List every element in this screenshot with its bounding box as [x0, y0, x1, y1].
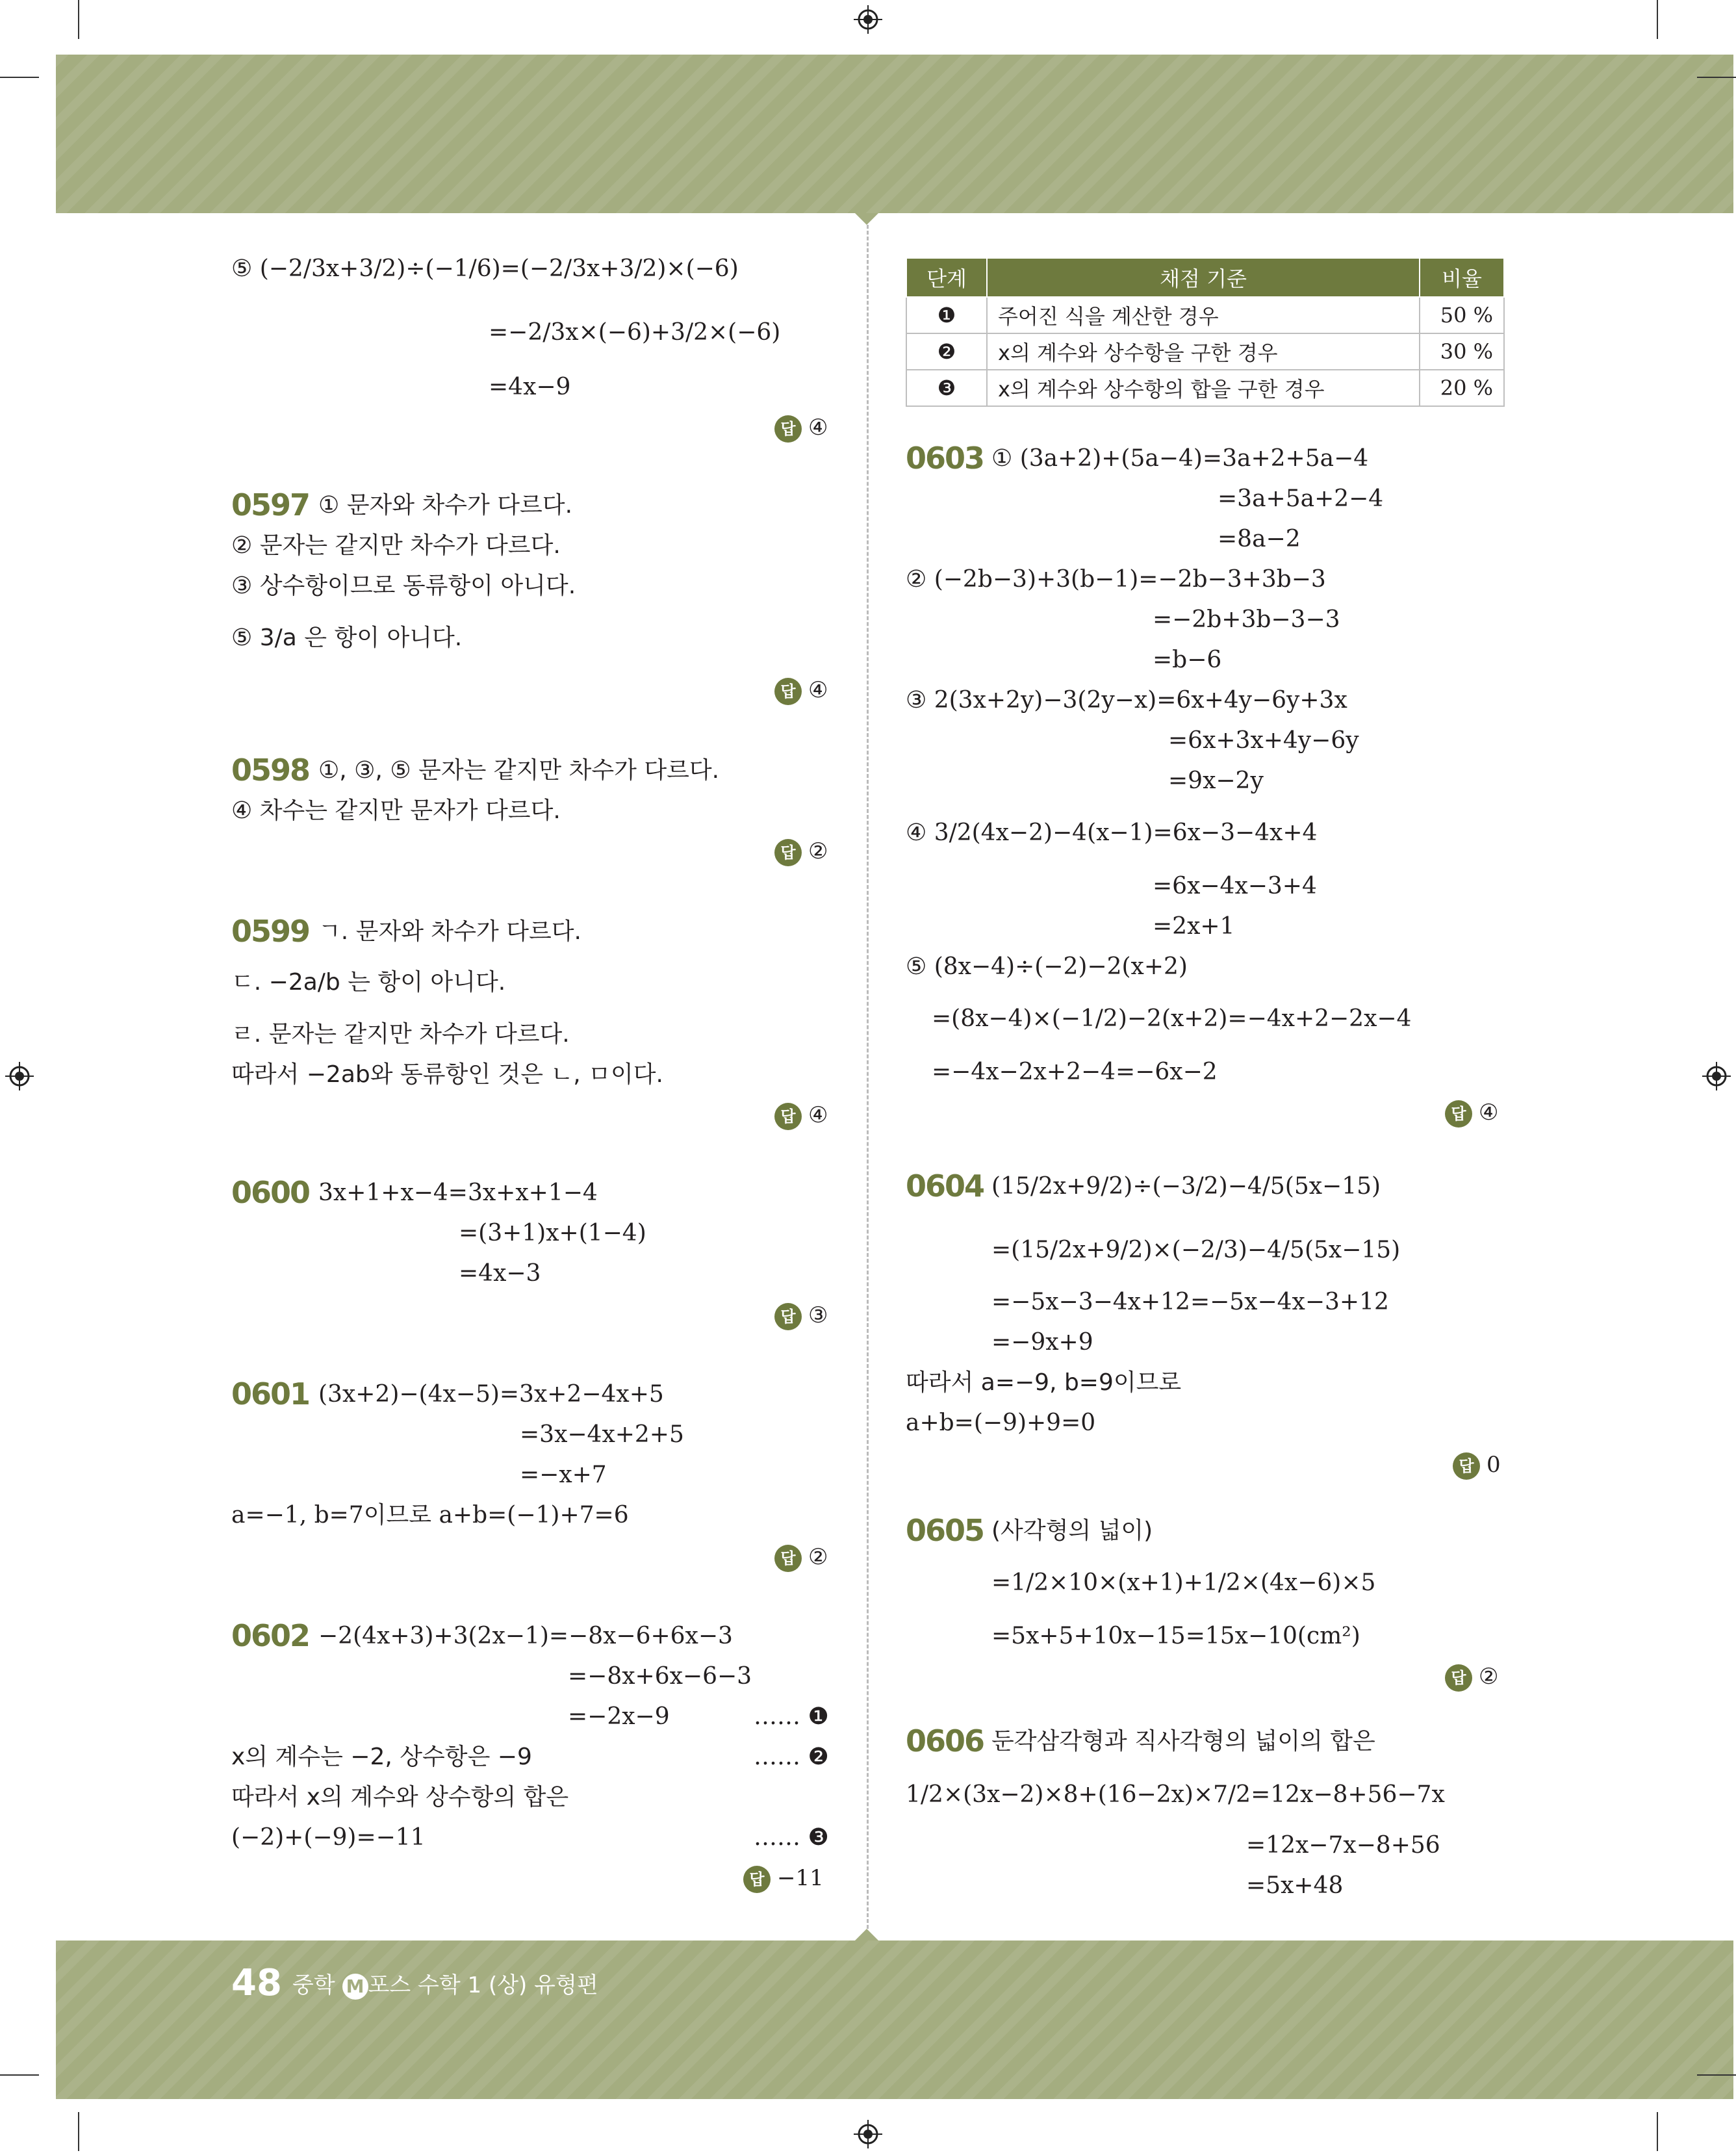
answer: [1445, 1098, 1498, 1128]
solution-line: =−x+7: [520, 1462, 607, 1488]
book-title: [292, 1969, 598, 2002]
book-title-prefix: 중학: [292, 1972, 335, 1998]
answer: [774, 1301, 828, 1330]
solution-line: 3x+1+x−4=3x+x+1−4: [318, 1180, 598, 1206]
answer-badge: 답: [1453, 1452, 1480, 1480]
solution-line: =9x−2y: [1168, 767, 1264, 794]
table-row: [906, 297, 1504, 333]
solution-line: =−2x−9: [568, 1703, 670, 1730]
solution-line: =6x−4x−3+4: [1153, 873, 1317, 899]
solution-line: =5x+5+10x−15=15x−10(cm²): [991, 1623, 1360, 1649]
crop-mark: [78, 0, 79, 39]
problem-number: 0603: [906, 441, 984, 476]
solution-line: ③ 상수항이므로 동류항이 아니다.: [231, 573, 576, 599]
solution-line: =b−6: [1153, 647, 1222, 673]
solution-line: (3x+2)−(4x−5)=3x+2−4x+5: [318, 1381, 664, 1408]
solution-line: =−4x−2x+2−4=−6x−2: [932, 1059, 1218, 1085]
solution-line: =−2b+3b−3−3: [1153, 606, 1340, 633]
answer-badge: 답: [774, 1303, 802, 1330]
crop-mark: [78, 2112, 79, 2151]
answer: [774, 1543, 828, 1572]
solution-line: 둔각삼각형과 직사각형의 넓이의 합은: [991, 1728, 1375, 1755]
registration-mark-icon: [5, 1062, 34, 1090]
solution-line: =4x−3: [459, 1260, 541, 1287]
solution-line: ⑤ (−2/3x+3/2)÷(−1/6)=(−2/3x+3/2)×(−6): [231, 255, 739, 282]
grading-header-ratio: 비율: [1420, 258, 1504, 297]
grading-table-header: [906, 258, 1504, 297]
solution-line: =−8x+6x−6−3: [568, 1663, 752, 1690]
registration-mark-icon: [854, 5, 882, 34]
grading-criteria: 주어진 식을 계산한 경우: [987, 297, 1420, 333]
page-number: 48: [231, 1962, 282, 2004]
grading-header-criteria: 채점 기준: [987, 258, 1420, 297]
grading-table: [906, 257, 1505, 407]
table-row: [906, 370, 1504, 406]
answer-value: ②: [808, 1544, 828, 1570]
answer: [1445, 1662, 1498, 1692]
solution-line: ㄹ. 문자는 같지만 차수가 다르다.: [231, 1021, 570, 1048]
solution-line: =8a−2: [1218, 526, 1301, 552]
answer: [774, 1101, 828, 1130]
answer-badge: 답: [1445, 1100, 1472, 1128]
grading-ratio: 50 %: [1420, 297, 1504, 333]
solution-line: =12x−7x−8+56: [1246, 1832, 1440, 1859]
table-row: [906, 333, 1504, 370]
solution-line: =1/2×10×(x+1)+1/2×(4x−6)×5: [991, 1569, 1376, 1596]
answer-value: ④: [808, 415, 828, 441]
solution-line: a+b=(−9)+9=0: [906, 1410, 1096, 1436]
grading-header-step: 단계: [906, 258, 987, 297]
solution-line: −2(4x+3)+3(2x−1)=−8x−6+6x−3: [318, 1623, 733, 1649]
grading-criteria: x의 계수와 상수항을 구한 경우: [987, 333, 1420, 370]
grading-step: ❷: [906, 333, 987, 370]
solution-line: x의 계수는 −2, 상수항은 −9: [231, 1744, 532, 1770]
answer-value: ④: [808, 1102, 828, 1128]
solution-line: (15/2x+9/2)÷(−3/2)−4/5(5x−15): [991, 1173, 1381, 1200]
solution-line: 따라서 a=−9, b=9이므로: [906, 1369, 1182, 1396]
solution-line: ㄷ. −2a/b 는 항이 아니다.: [231, 969, 506, 996]
answer-value: ④: [1479, 1100, 1499, 1126]
grading-step: ❸: [906, 370, 987, 406]
solution-line: ⑤ (8x−4)÷(−2)−2(x+2): [906, 953, 1188, 980]
book-title-suffix: 포스 수학 1 (상) 유형편: [368, 1972, 598, 1998]
problem-number: 0606: [906, 1723, 984, 1759]
grading-ratio: 20 %: [1420, 370, 1504, 406]
problem-number: 0600: [231, 1175, 310, 1210]
answer: [774, 413, 828, 443]
footer-band: [56, 1940, 1733, 2099]
solution-line: 1/2×(3x−2)×8+(16−2x)×7/2=12x−8+56−7x: [906, 1781, 1445, 1808]
solution-line: =(15/2x+9/2)×(−2/3)−4/5(5x−15): [991, 1237, 1401, 1263]
answer-badge: 답: [1445, 1664, 1472, 1692]
answer-badge: 답: [774, 415, 802, 443]
answer: [743, 1864, 824, 1893]
answer-badge: 답: [774, 839, 802, 866]
problem-number: 0602: [231, 1618, 310, 1653]
answer: [774, 837, 828, 866]
crop-mark: [0, 77, 39, 78]
solution-line: =3x−4x+2+5: [520, 1421, 684, 1448]
solution-line: =4x−9: [489, 374, 571, 400]
problem-number: 0605: [906, 1513, 984, 1548]
answer: [774, 676, 828, 705]
solution-line: 따라서 x의 계수와 상수항의 합은: [231, 1784, 569, 1811]
crop-mark: [1697, 2074, 1736, 2076]
problem-number: 0598: [231, 753, 310, 788]
solution-line: =3a+5a+2−4: [1218, 485, 1384, 512]
solution-line: =−5x−3−4x+12=−5x−4x−3+12: [991, 1289, 1389, 1315]
registration-mark-icon: [1702, 1062, 1731, 1090]
answer-value: ②: [1479, 1664, 1499, 1690]
step-marker: …… ❸: [754, 1824, 829, 1851]
solution-line: (사각형의 넓이): [991, 1517, 1153, 1544]
crop-mark: [1657, 0, 1658, 39]
answer-value: 0: [1487, 1452, 1501, 1478]
grading-criteria: x의 계수와 상수항의 합을 구한 경우: [987, 370, 1420, 406]
solution-line: ① (3a+2)+(5a−4)=3a+2+5a−4: [991, 445, 1369, 472]
m-logo-icon: M: [342, 1974, 368, 2000]
solution-line: ⑤ 3/a 은 항이 아니다.: [231, 625, 463, 651]
grading-step: ❶: [906, 297, 987, 333]
crop-mark: [1697, 77, 1736, 78]
solution-line: =2x+1: [1153, 913, 1235, 940]
answer-value: ④: [808, 677, 828, 703]
header-band: [56, 55, 1733, 213]
solution-line: =5x+48: [1246, 1872, 1344, 1899]
answer-value: −11: [777, 1865, 824, 1891]
step-marker: …… ❶: [754, 1703, 829, 1730]
column-divider: [867, 225, 869, 1929]
crop-mark: [0, 2074, 39, 2076]
problem-number: 0601: [231, 1376, 310, 1412]
solution-line: =−9x+9: [991, 1329, 1093, 1356]
solution-line: ① 문자와 차수가 다르다.: [318, 492, 573, 519]
solution-line: ③ 2(3x+2y)−3(2y−x)=6x+4y−6y+3x: [906, 687, 1347, 714]
step-marker: …… ❷: [754, 1744, 829, 1770]
solution-line: ② 문자는 같지만 차수가 다르다.: [231, 532, 561, 559]
answer-badge: 답: [743, 1866, 771, 1893]
solution-line: a=−1, b=7이므로 a+b=(−1)+7=6: [231, 1502, 629, 1528]
registration-mark-icon: [854, 2120, 882, 2148]
solution-line: ② (−2b−3)+3(b−1)=−2b−3+3b−3: [906, 566, 1326, 593]
solution-line: =6x+3x+4y−6y: [1168, 727, 1359, 754]
footer-band-notch: [855, 1929, 878, 1940]
answer: [1453, 1450, 1501, 1480]
answer-badge: 답: [774, 678, 802, 705]
solution-line: ④ 3/2(4x−2)−4(x−1)=6x−3−4x+4: [906, 819, 1318, 846]
solution-line: ㄱ. 문자와 차수가 다르다.: [318, 918, 581, 945]
answer-badge: 답: [774, 1103, 802, 1130]
grading-ratio: 30 %: [1420, 333, 1504, 370]
answer-value: ③: [808, 1302, 828, 1328]
answer-value: ②: [808, 838, 828, 864]
solution-line: 따라서 −2ab와 동류항인 것은 ㄴ, ㅁ이다.: [231, 1061, 663, 1088]
answer-badge: 답: [774, 1545, 802, 1572]
solution-line: (−2)+(−9)=−11: [231, 1824, 426, 1851]
problem-number: 0599: [231, 914, 310, 949]
solution-line: ④ 차수는 같지만 문자가 다르다.: [231, 797, 561, 824]
solution-line: =(3+1)x+(1−4): [459, 1220, 646, 1246]
problem-number: 0604: [906, 1168, 984, 1204]
crop-mark: [1657, 2112, 1658, 2151]
solution-line: =(8x−4)×(−1/2)−2(x+2)=−4x+2−2x−4: [932, 1005, 1412, 1032]
header-band-notch: [855, 213, 878, 225]
problem-number: 0597: [231, 487, 310, 522]
solution-line: =−2/3x×(−6)+3/2×(−6): [489, 319, 781, 346]
solution-line: ①, ③, ⑤ 문자는 같지만 차수가 다르다.: [318, 757, 720, 784]
